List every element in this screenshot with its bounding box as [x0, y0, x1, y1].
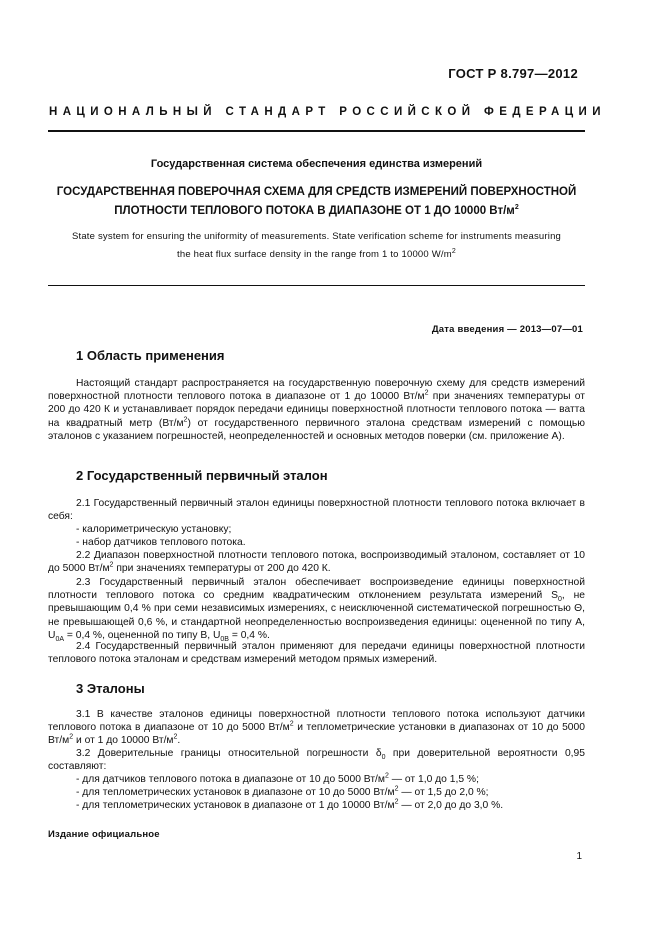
english-title-line1: State system for ensuring the uniformity of measurements. State verification scheme for instruments measuring: [71, 231, 562, 242]
national-standard-banner: НАЦИОНАЛЬНЫЙ СТАНДАРТ РОССИЙСКОЙ ФЕДЕРАЦИИ: [49, 106, 606, 118]
paragraph-3-2: 3.2 Доверительные границы относительной погрешности $\delta_0$ при доверительной вероятности 0,95 составляют:: [48, 748, 585, 773]
main-title-line1: ГОСУДАРСТВЕННАЯ ПОВЕРОЧНАЯ СХЕМА ДЛЯ СРЕДСТВ ИЗМЕРЕНИЙ ПОВЕРХНОСТНОЙ: [56, 186, 577, 198]
list-item-sensor-range: - для датчиков теплового потока в диапазоне от 10 до 5000 $Вт/м^2$ — от 1,0 до 1,5 %;: [76, 772, 479, 785]
gost-number: ГОСТ Р 8.797—2012: [448, 66, 578, 81]
paragraph-2-3: 2.3 Государственный первичный эталон обеспечивает воспроизведение единицы поверхностной плотности теплового потока со средним квадратическим отклонением результата измерений $S_0$, не превышающим 0,4 % при семи независимых измерениях, с неисключенной систематической погрешностью Θ, не превышающей 0,6 %, и стандартной неопределенностью воспроизведения единицы: оцененной по типу А, $U_{0A} = 0,4$ %, оцененной по типу В, $U_{0B} = 0,4$ %.: [48, 577, 585, 643]
top-divider: [48, 130, 585, 132]
main-title-line2: ПЛОТНОСТИ ТЕПЛОВОГО ПОТОКА В ДИАПАЗОНЕ ОТ 1 ДО 10000 $Вт/м^2$: [114, 204, 519, 217]
english-title: [48, 229, 585, 262]
list-item-sensors: - набор датчиков теплового потока.: [76, 537, 246, 548]
page-number: 1: [576, 851, 582, 862]
section2-heading: 2 Государственный первичный эталон: [76, 468, 328, 483]
paragraph-2-4: 2.4 Государственный первичный эталон применяют для передачи единицы поверхностной плотности теплового потока эталонам и средствам измерений методом прямых измерений.: [48, 641, 585, 666]
main-title: [48, 184, 585, 219]
section1-paragraph: Настоящий стандарт распространяется на государственную поверочную схему для средств измерений поверхностной плотности теплового потока в диапазоне от 1 до 10000 $Вт/м^2$ при значениях температуры от 200 до 420 К и устанавливает порядок передачи единицы поверхностной плотности теплового потока — ватта на квадратный метр $(Вт/м^2)$ от государственного первичного эталона средствам измерений с помощью эталонов с указанием погрешностей, неопределенностей и основных методов поверки (см. приложение А).: [48, 378, 586, 442]
paragraph-2-1: 2.1 Государственный первичный эталон единицы поверхностной плотности теплового потока включает в себя:: [48, 498, 585, 523]
official-edition-note: Издание официальное: [48, 829, 160, 840]
section1-heading: 1 Область применения: [76, 348, 225, 363]
english-title-line2: the heat flux surface density in the range from 1 to 10000 $W/m^2$: [177, 248, 456, 261]
list-item-installation-range-1: - для теплометрических установок в диапазоне от 10 до 5000 $Вт/м^2$ — от 1,5 до 2,0 %;: [76, 785, 489, 798]
paragraph-2-2: 2.2 Диапазон поверхностной плотности теплового потока, воспроизводимый эталоном, составляет от 10 до 5000 $Вт/м^2$ при значениях температуры от 200 до 420 К.: [48, 550, 585, 575]
introduction-date: Дата введения — 2013—07—01: [431, 324, 583, 335]
paragraph-3-1: 3.1 В качестве эталонов единицы поверхностной плотности теплового потока используют датчики теплового потока в диапазоне от 10 до 5000 $Вт/м^2$ и теплометрические установки в диапазонах от 10 до 5000 $Вт/м^2$ и от 1 до 10000 $Вт/м^2$.: [48, 709, 585, 747]
list-item-calorimeter: - калориметрическую установку;: [76, 524, 232, 535]
list-item-installation-range-2: - для теплометрических установок в диапазоне от 1 до 10000 $Вт/м^2$ — от 2,0 до до 3,0 %.: [76, 798, 504, 811]
title-divider: [48, 285, 585, 286]
system-title: Государственная система обеспечения единства измерений: [150, 158, 483, 170]
section3-heading: 3 Эталоны: [76, 681, 145, 696]
